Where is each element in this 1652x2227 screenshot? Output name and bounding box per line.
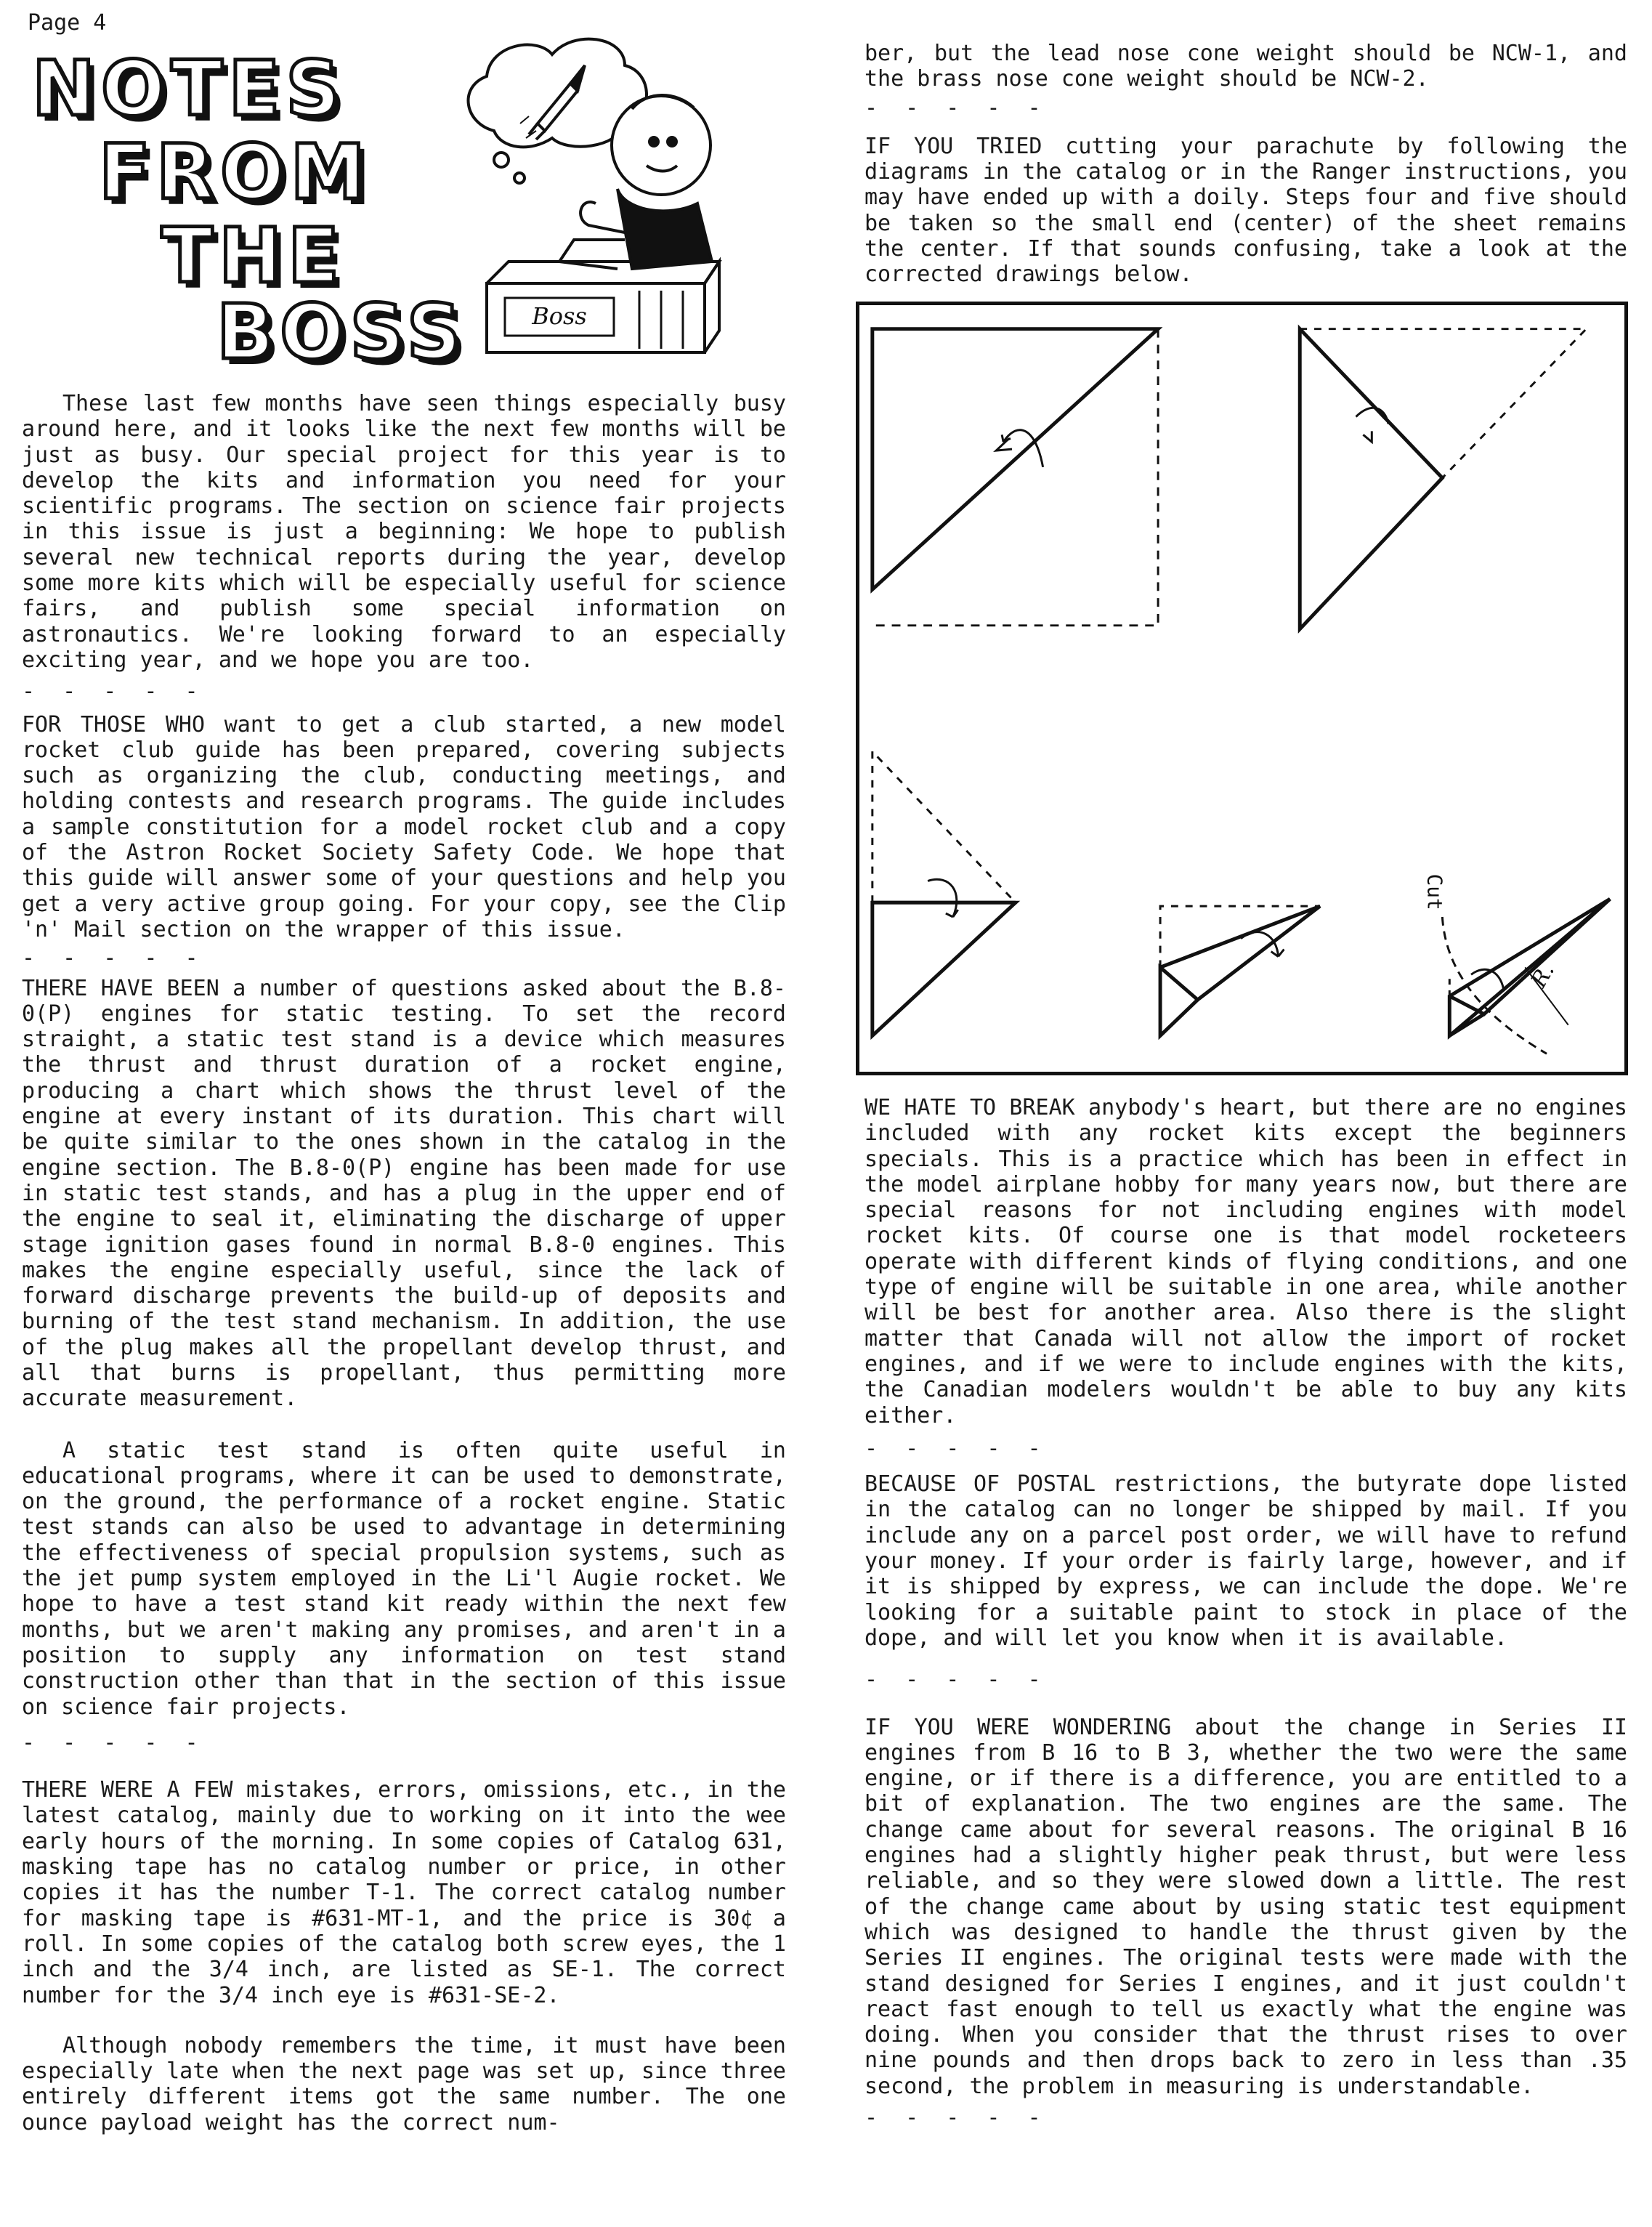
separator: - - - - -: [865, 1435, 1048, 1461]
title-line-from: FROM: [99, 128, 372, 217]
series-two-paragraph: IF YOU WERE WONDERING about the change in Series II engines from B 16 to B 3, whether the two were the same engine, or if there is a difference, you are entitled to a bit of explanation. The two engines are the same. The change came about for several reasons. The original B 16 engines had a slightly higher peak thrust, but were less reliable, and so they were slowed down a little. The rest of the change came about by using static test equipment which was designed to handle the thrust given by the Series II engines. The original tests were made with the stand designed for Series I engines, and it just couldn't react fast enough to tell us exactly what the engine was doing. When you consider that the thrust rises to over nine pounds and then drops back to zero in less than .35 second, the problem in measuring is understandable.: [865, 1714, 1627, 2099]
separator: - - - - -: [22, 679, 206, 705]
continuation-paragraph: ber, but the lead nose cone weight should be NCW-1, and the brass nose cone weight should be NCW-2.: [865, 41, 1627, 92]
parachute-paragraph: IF YOU TRIED cutting your parachute by following the diagrams in the catalog or in the Ranger instructions, you may have ended up with a doily. Steps four and five should be taken so the small end (center) of the sheet remains the center. If that sounds confusing, take a look at the corrected drawings below.: [865, 133, 1627, 288]
test-stand-paragraph: A static test stand is often quite useful in educational programs, where it can be used to demonstrate, on the ground, the performance of a rocket engine. Static test stands can also be used to advantage in determining the effectiveness of special propulsion systems, such as the jet pump system employed in the Li'l Augie rocket. We hope to have a test stand kit ready within the next few months, but we aren't making any promises, and aren't in a position to supply any information on test stand construction other than that in the section of this issue on science fair projects.: [22, 1437, 786, 1720]
radius-label: R.: [1526, 959, 1560, 993]
rocket-icon: [520, 65, 585, 140]
desk: [487, 262, 719, 352]
separator: - - - - -: [865, 1667, 1048, 1693]
step-3-fold: [872, 751, 1016, 1035]
page-number: Page 4: [28, 10, 107, 36]
step-4-fold: [1160, 906, 1320, 1035]
title-line-notes: NOTES: [32, 44, 347, 133]
title-line-boss: BOSS: [216, 288, 467, 376]
late-page-paragraph: Although nobody remembers the time, it must have been especially late when the next page was set up, since three entirely different items got the same number. The one ounce payload weight has the correct num-: [22, 2032, 786, 2135]
engines-kits-paragraph: WE HATE TO BREAK anybody's heart, but there are no engines included with any rocket kits except the beginners specials. This is a practice which has been in effect in the model airplane hobby for many years now, but there are special reasons for not including engines with model rocket kits. Of course one is that model rocketeers operate with different kinds of flying conditions, and one type of engine will be suitable in one area, while another will be best for another area. Also there is the slight matter that Canada will not allow the import of rocket engines, and if we were to include engines with the kits, the Canadian modelers wouldn't be able to buy any kits either.: [865, 1095, 1627, 1428]
separator: - - - - -: [865, 2104, 1048, 2130]
cut-label: Cut: [1422, 873, 1447, 910]
right-column-bottom: [865, 1095, 1627, 2130]
intro-paragraph: These last few months have seen things especially busy around here, and it looks like the next few months will be just as busy. Our special project for this year is to develop the kits and information you need for your scientific programs. The section on science fair projects in this issue is just a beginning: We hope to publish several new technical reports during the year, develop some more kits which will be especially useful for science fairs, and publish some special information on astronautics. We're looking forward to an especially exciting year, and we hope you are too.: [22, 391, 786, 673]
club-guide-paragraph: FOR THOSE WHO want to get a club started, a new model rocket club guide has been prepared, covering subjects such as organizing the club, conducting meetings, and holding contests and research programs. The guide includes a sample constitution for a model rocket club and a copy of the Astron Rocket Society Safety Code. We hope that this guide will answer some of your questions and help you get a very active group going. For your copy, see the Clip 'n' Mail section on the wrapper of this issue.: [22, 711, 786, 942]
separator: - - - - -: [865, 94, 1048, 121]
postal-paragraph: BECAUSE OF POSTAL restrictions, the butyrate dope listed in the catalog can no longer be shipped by mail. If you include any on a parcel post order, we will have to refund your money. If your order is fairly large, however, and if it is shipped by express, we can include the dope. We're looking for a suitable paint to stock in place of the dope, and will let you know when it is available.: [865, 1471, 1627, 1651]
title-line-the: THE: [161, 211, 346, 300]
boss-character: [559, 95, 712, 269]
step-5-cut: [1442, 899, 1610, 1054]
separator: - - - - -: [22, 945, 206, 971]
parachute-diagram: [856, 302, 1628, 1075]
right-column-top: [865, 41, 1627, 288]
step-2-fold: [1300, 329, 1586, 629]
left-column: [22, 391, 786, 2135]
static-test-paragraph: THERE HAVE BEEN a number of questions asked about the B.8-0(P) engines for static testing. To set the record straight, a static test stand is a device which measures the thrust and thrust duration of a rocket engine, producing a chart which shows the thrust level of the engine at every instant of its duration. This chart will be quite similar to the ones shown in the catalog in the engine section. The B.8-0(P) engine has been made for use in static test stands, and has a plug in the upper end of the engine to seal it, eliminating the discharge of upper stage ignition gases found in normal B.8-0 engines. This makes the engine especially useful, since the lack of forward discharge prevents the build-up of deposits and burning of the test stand mechanism. In addition, the use of the plug makes all the propellant develop thrust, and all that burns is propellant, thus permitting more accurate measurement.: [22, 975, 786, 1412]
desk-sign-label: Boss: [532, 302, 587, 330]
step-1-fold: [872, 329, 1158, 626]
boss-cartoon: [450, 22, 770, 363]
mistakes-paragraph: THERE WERE A FEW mistakes, errors, omissions, etc., in the latest catalog, mainly due to working on it into the wee early hours of the morning. In some copies of Catalog 631, masking tape has no catalog number or price, in other copies it has the number T-1. The correct catalog number for masking tape is #631-MT-1, and the price is 30¢ a roll. In some copies of the catalog both screw eyes, the 1 inch and the 3/4 inch, are listed as SE-1. The correct number for the 3/4 inch eye is #631-SE-2.: [22, 1777, 786, 2008]
separator: - - - - -: [22, 1729, 206, 1755]
